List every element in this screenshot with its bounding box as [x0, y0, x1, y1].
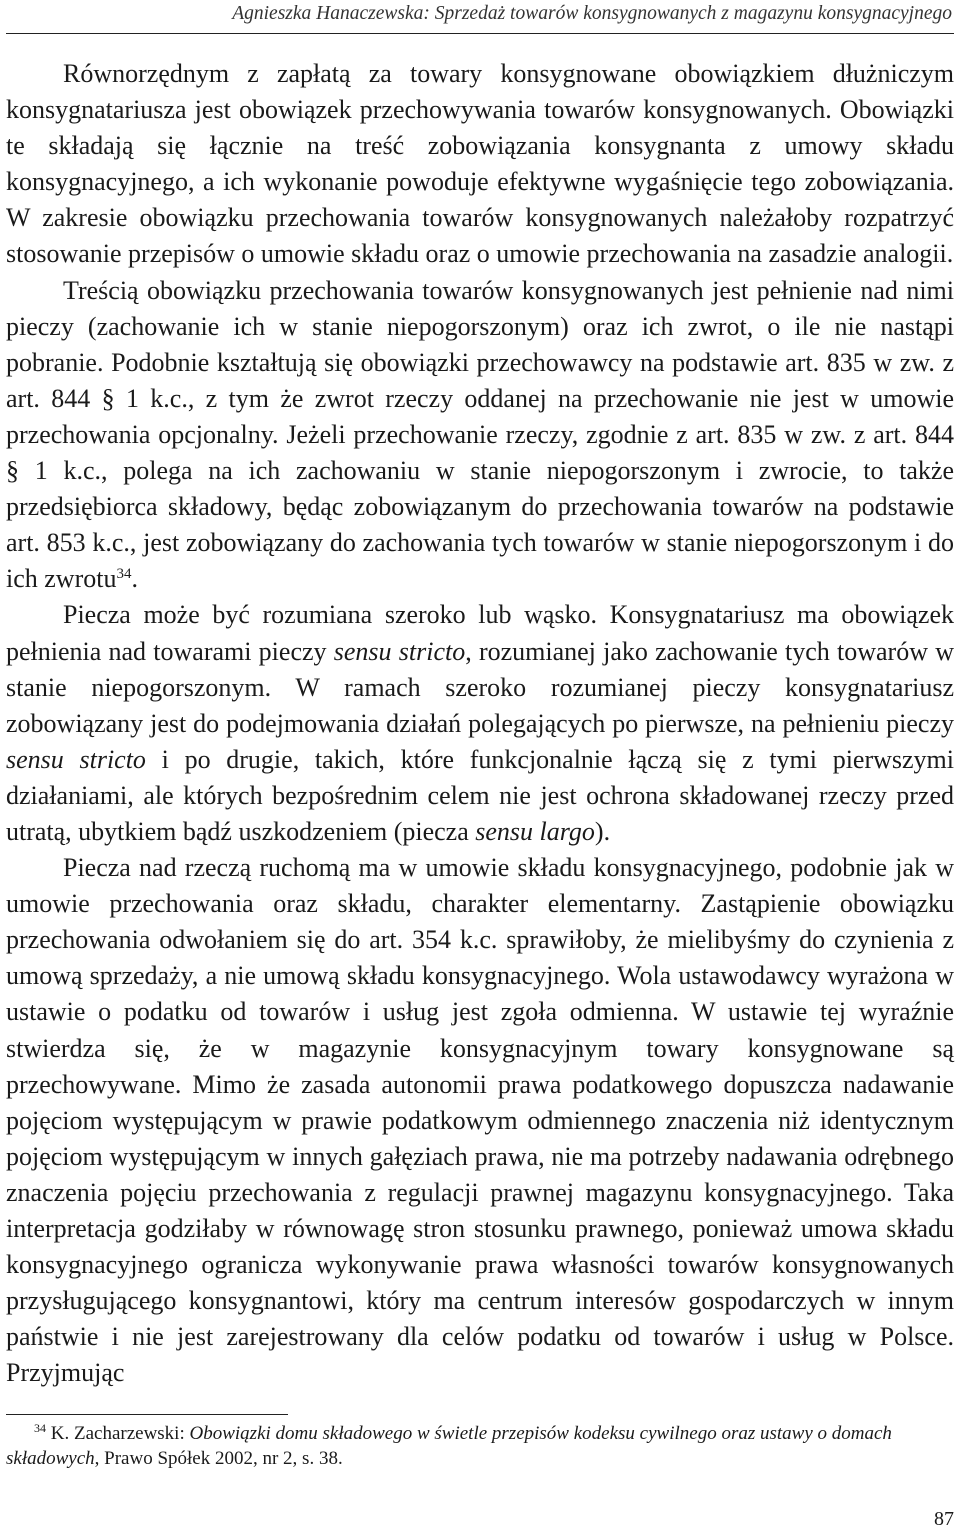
header-rule	[6, 33, 954, 34]
paragraph-3-part-d: ).	[594, 816, 611, 846]
paragraph-4: Piecza nad rzeczą ruchomą ma w umowie składu konsygnacyjnego, podobnie jak w umowie przechowania oraz składu, charakter elementarny. Zastąpienie obowiązku przechowania odwołaniem się do art. 354 k.c. sprawiłoby, że mielibyśmy do czynienia z umową sprzedaży, a nie umową składu konsygnacyjnego. Wola ustawodawcy wyrażona w ustawie o podatku od towarów i usług jest zgoła odmienna. W ustawie tej wyraźnie stwierdza się, że w magazynie konsygnacyjnym towary konsygnowane są przechowywane. Mimo że zasada autonomii prawa podatkowego dopuszcza nadawanie pojęciom występującym w prawie podatkowym odmiennego znaczenia niż identycznym pojęciom występującym w innych gałęziach prawa, nie ma potrzeby nadawania odrębnego znaczenia pojęciu przechowania z regulacji prawnej magazynu konsygnacyjnego. Taka interpretacja godziłaby w równowagę stron stosunku prawnego, ponieważ umowa składu konsygnacyjnego ogranicza wykonywanie prawa własności towarów konsygnowanych przysługującego konsygnantowi, który ma centrum interesów gospodarczych w innym państwie i nie jest zarejestrowany dla celów podatku od towarów i usług w Polsce. Przyjmując	[6, 853, 954, 1388]
paragraph-3-part-b: , rozumianej jako zachowanie tych towarów w stanie niepogorszonym. W ramach szeroko rozumianej pieczy konsygnatariusz zobowiązany jest do podejmowania działań polegających po pierwsze, na pełnieniu pieczy	[6, 636, 954, 738]
footnote	[6, 1421, 954, 1471]
main-text	[6, 56, 954, 1391]
latin-term: sensu stricto	[333, 636, 466, 666]
paragraph-2-end: .	[131, 564, 138, 594]
footnote-author: K. Zacharzewski:	[46, 1423, 190, 1444]
footnote-rule	[6, 1414, 288, 1415]
latin-term: sensu stricto	[6, 744, 146, 774]
section-sign: §	[101, 383, 115, 413]
running-title: Agnieszka Hanaczewska: Sprzedaż towarów konsygnowanych z magazynu konsygnacyjnego	[232, 3, 952, 24]
footnote-title: Obowiązki domu składowego w świetle przepisów kodeksu cywilnego oraz ustawy o domach składowych	[6, 1423, 892, 1469]
paragraph-2-part-b: 1 k.c., z tym że zwrot rzeczy oddanej na przechowanie nie jest w umowie przechowania opcjonalny. Jeżeli przechowanie rzeczy, zgodnie z art. 835 w zw. z art. 844	[6, 383, 955, 449]
paragraph-2	[6, 273, 954, 598]
paragraph-2-part-a: Treścią obowiązku przechowania towarów konsygnowanych jest pełnienie nad nimi pieczy (zachowanie ich w stanie niepogorszonym) oraz ich zwrot, o ile nie nastąpi pobranie. Podobnie kształtują się obowiązki przechowawcy na podstawie art. 835 w zw. z art. 844	[6, 275, 954, 413]
paragraph-3-part-c: i po drugie, takich, które funkcjonalnie łączą się z tymi pierwszymi działaniami, ale których bezpośrednim celem nie jest ochrona składowanej rzeczy przed utratą, ubytkiem bądź uszkodzeniem (piecza	[6, 744, 954, 846]
footnote-source: , Prawo Spółek 2002, nr 2, s. 38.	[94, 1448, 343, 1469]
page-number: 87	[934, 1508, 954, 1530]
footnote-number: 34	[34, 1421, 46, 1435]
section-sign: §	[6, 456, 19, 486]
latin-term: sensu largo	[475, 816, 595, 846]
paragraph-3	[6, 597, 954, 850]
paragraph-2-part-c: 1 k.c., polega na ich zachowaniu w stanie niepogorszonym i zwrocie, to także przedsiębiorca składowy, będąc zobowiązanym do przechowania towarów na podstawie art. 853 k.c., jest zobowiązany do zachowania tych towarów w stanie niepogorszonym i do ich zwrotu	[6, 456, 955, 594]
paragraph-3-part-a: Piecza może być rozumiana szeroko lub wąsko. Konsygnatariusz ma obowiązek pełnienia nad towarami pieczy	[6, 600, 954, 666]
footnote-reference[interactable]: 34	[116, 566, 132, 583]
paragraph-1: Równorzędnym z zapłatą za towary konsygnowane obowiązkiem dłużniczym konsygnatariusza jest obowiązek przechowywania towarów konsygnowanych. Obowiązki te składają się łącznie na treść zobowiązania konsygnanta z umowy składu konsygnacyjnego, a ich wykonanie powoduje efektywne wygaśnięcie tego zobowiązania. W zakresie obowiązku przechowania towarów konsygnowanych należałoby rozpatrzyć stosowanie przepisów o umowie składu oraz o umowie przechowania na zasadzie analogii.	[6, 59, 954, 269]
